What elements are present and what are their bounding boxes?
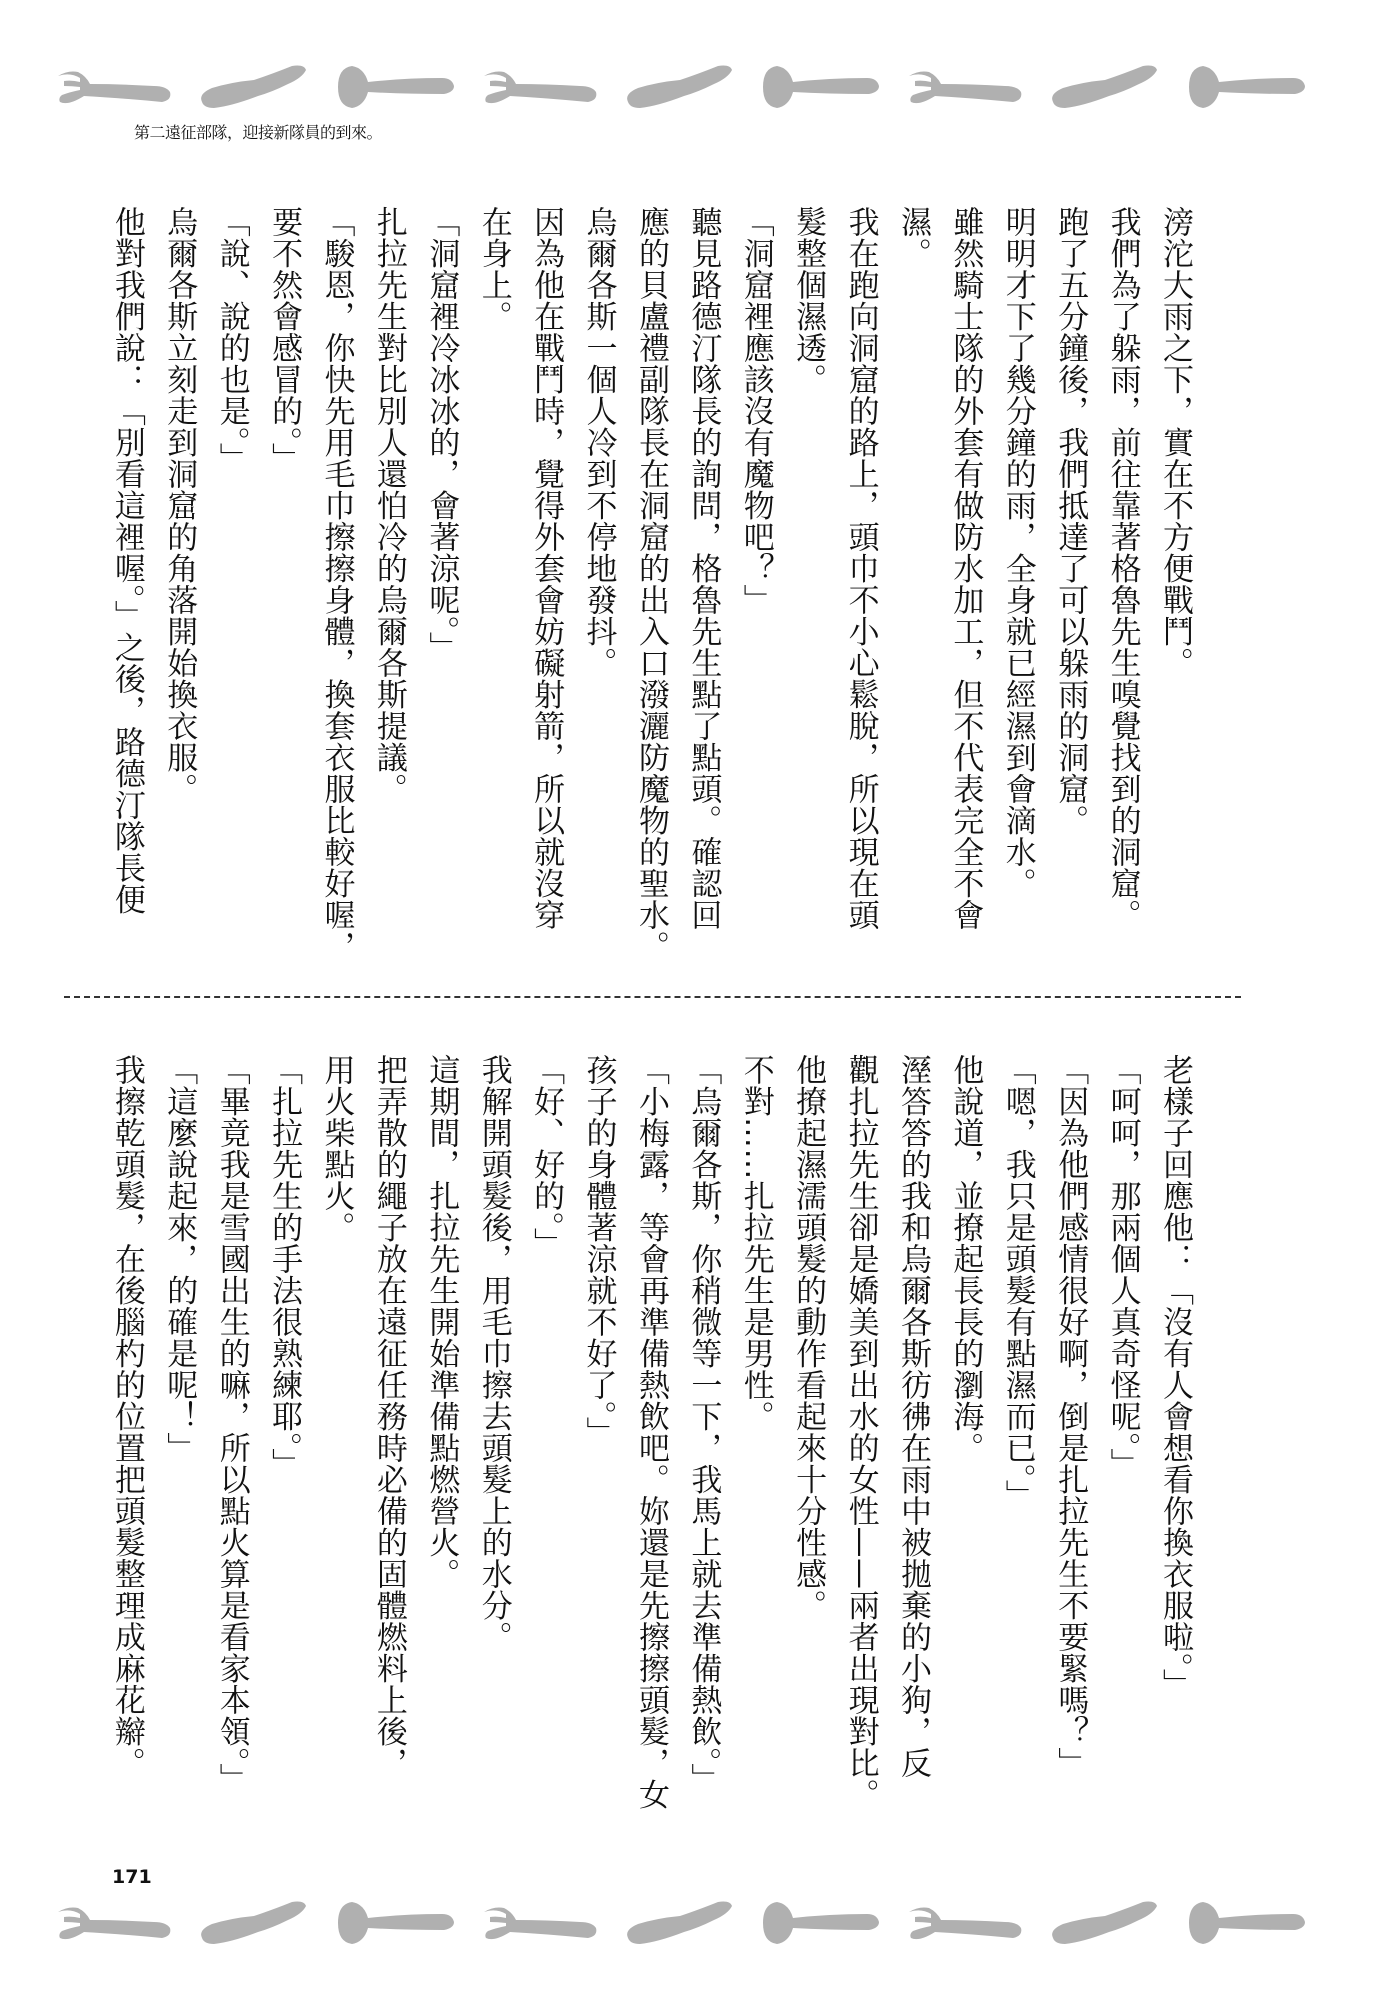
text-line: 用火柴點火。 [318,1054,355,1243]
text-line: 應的貝盧禮副隊長在洞窟的出入口潑灑防魔物的聖水。 [632,206,669,962]
text-line: 他對我們說：「別看這裡喔。」之後，路德汀隊長便 [108,206,145,915]
text-line: 孩子的身體著涼就不好了。」 [580,1054,617,1448]
spoon-icon [1185,1898,1310,1948]
text-line: 「呵呵，那兩個人真奇怪呢。」 [1104,1054,1141,1480]
fork-icon [476,1898,601,1948]
text-line: 「嗯，我只是頭髮有點濕而已。」 [999,1054,1036,1511]
dashed-divider [64,996,1241,998]
text-line: 「洞窟裡冷冰冰的，會著涼呢。」 [423,206,460,663]
text-line: 濕。 [894,206,931,269]
knife-icon [618,62,743,112]
text-line: 雖然騎士隊的外套有做防水加工，但不代表完全不會 [947,206,984,931]
text-line: 「因為他們感情很好啊，倒是扎拉先生不要緊嗎？」 [1052,1054,1089,1779]
top-cutlery-border [50,62,1310,112]
text-block-bottom [109,1054,1201,1814]
knife-icon [192,62,317,112]
text-line: 這期間，扎拉先生開始準備點燃營火。 [423,1054,460,1590]
text-line: 要不然會感冒的。」 [266,206,303,474]
page-number: 171 [112,1866,152,1888]
text-line: 「這麼說起來，的確是呢！」 [161,1054,198,1464]
spoon-icon [334,62,459,112]
spoon-icon [759,62,884,112]
text-line: 跑了五分鐘後，我們抵達了可以躲雨的洞窟。 [1052,206,1089,836]
text-line: 髮整個濕透。 [790,206,827,395]
spoon-icon [1185,62,1310,112]
text-line: 「好、好的。」 [528,1054,565,1259]
text-line: 扎拉先生對比別人還怕冷的烏爾各斯提議。 [370,206,407,805]
text-line: 「畢竟我是雪國出生的嘛，所以點火算是看家本領。」 [213,1054,250,1795]
knife-icon [1043,62,1168,112]
knife-icon [192,1898,317,1948]
text-line: 不對……扎拉先生是男性。 [737,1054,774,1432]
text-line: 「洞窟裡應該沒有魔物吧？」 [737,206,774,616]
spoon-icon [759,1898,884,1948]
bottom-cutlery-border [50,1898,1310,1948]
fork-icon [50,62,175,112]
text-line: 烏爾各斯立刻走到洞窟的角落開始換衣服。 [161,206,198,805]
text-line: 他撩起濕濡頭髮的動作看起來十分性感。 [790,1054,827,1621]
text-line: 我們為了躲雨，前往靠著格魯先生嗅覺找到的洞窟。 [1104,206,1141,931]
fork-icon [901,1898,1026,1948]
fork-icon [476,62,601,112]
text-line: 溼答答的我和烏爾各斯彷彿在雨中被拋棄的小狗，反 [894,1054,931,1779]
text-line: 聽見路德汀隊長的詢問，格魯先生點了點頭。確認回 [685,206,722,931]
text-line: 我擦乾頭髮，在後腦杓的位置把頭髮整理成麻花辮。 [108,1054,145,1779]
text-line: 他說道，並撩起長長的瀏海。 [947,1054,984,1464]
fork-icon [901,62,1026,112]
running-head: 第二遠征部隊，迎接新隊員的到來。 [134,123,383,142]
text-line: 把弄散的繩子放在遠征任務時必備的固體燃料上後， [370,1054,407,1779]
text-line: 我解開頭髮後，用毛巾擦去頭髮上的水分。 [475,1054,512,1653]
text-line: 「烏爾各斯，你稍微等一下，我馬上就去準備熱飲。」 [685,1054,722,1795]
text-line: 「駿恩，你快先用毛巾擦擦身體，換套衣服比較好喔， [318,206,355,962]
text-line: 滂沱大雨之下，實在不方便戰鬥。 [1157,206,1193,679]
text-line: 「說、說的也是。」 [213,206,250,474]
spoon-icon [334,1898,459,1948]
text-line: 在身上。 [475,206,512,332]
text-line: 「扎拉先生的手法很熟練耶。」 [266,1054,303,1480]
text-line: 「小梅露，等會再準備熱飲吧。妳還是先擦擦頭髮，女 [632,1054,669,1810]
text-line: 老樣子回應他：「沒有人會想看你換衣服啦。」 [1157,1054,1193,1700]
knife-icon [618,1898,743,1948]
text-line: 因為他在戰鬥時，覺得外套會妨礙射箭，所以就沒穿 [528,206,565,931]
knife-icon [1043,1898,1168,1948]
text-line: 明明才下了幾分鐘的雨，全身就已經濕到會滴水。 [999,206,1036,899]
text-line: 觀扎拉先生卻是嬌美到出水的女性——兩者出現對比。 [842,1054,879,1810]
text-line: 我在跑向洞窟的路上，頭巾不小心鬆脫，所以現在頭 [842,206,879,931]
fork-icon [50,1898,175,1948]
text-line: 烏爾各斯一個人冷到不停地發抖。 [580,206,617,679]
text-block-top [109,206,1201,966]
